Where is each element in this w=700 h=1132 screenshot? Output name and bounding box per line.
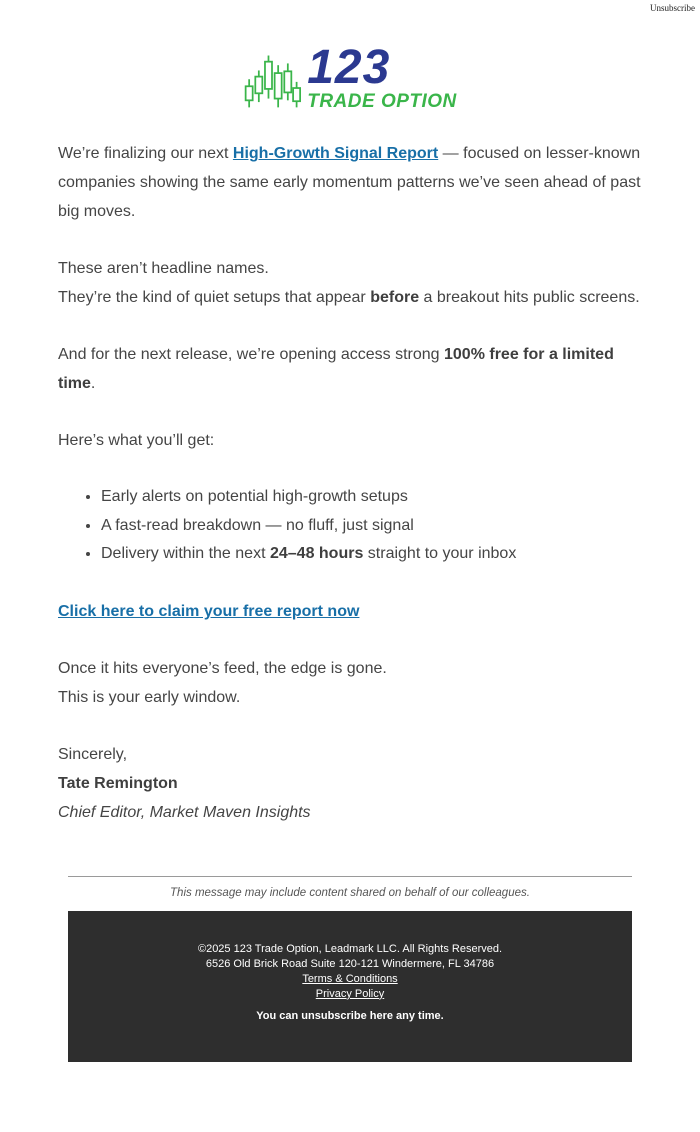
footer-unsubscribe-note[interactable]: You can unsubscribe here any time. [256,1009,444,1022]
footer-box [68,911,632,1062]
logo-name: TRADE OPTION [307,91,457,113]
paragraph-free-offer [58,340,644,398]
list-item [101,483,644,512]
signature-block [58,740,644,827]
privacy-link[interactable]: Privacy Policy [315,987,385,1000]
paragraph-intro-pre: We’re finalizing our next [58,145,233,163]
urgency-line2: This is your early window. [58,688,241,706]
quiet-setups-bold: before [370,289,420,307]
footer-address: 6526 Old Brick Road Suite 120-121 Windermere, FL 34786 [205,957,495,970]
brand-logo [0,0,700,113]
quiet-setups-line2-pre: They’re the kind of quiet setups that appear [58,289,371,307]
report-link[interactable]: High-Growth Signal Report [232,145,439,163]
email-content [58,139,644,827]
candlestick-chart-icon [243,49,301,113]
list-item-text: Delivery within the next [101,545,270,563]
quiet-setups-line1: These aren’t headline names. [58,260,269,278]
cta-paragraph [58,597,644,626]
benefits-list [58,483,644,569]
free-offer-post: . [90,375,96,393]
list-item-text: A fast-read breakdown — no fluff, just signal [101,516,414,534]
paragraph-urgency [58,654,644,712]
logo-number: 123 [307,41,391,94]
list-item-bold: 24–48 hours [269,545,364,563]
paragraph-quiet-setups [58,254,644,312]
shared-content-disclaimer: This message may include content shared on behalf of our colleagues. [170,886,530,899]
urgency-line1: Once it hits everyone’s feed, the edge is gone. [58,659,387,677]
list-item [101,540,644,569]
signature-salutation: Sincerely, [58,745,128,763]
paragraph-list-lead: Here’s what you’ll get: [58,432,215,450]
free-offer-pre: And for the next release, we’re opening access strong [58,346,444,364]
paragraph-intro [58,139,644,226]
signature-name: Tate Remington [58,774,178,792]
footer-divider [68,876,632,877]
list-item-text: straight to your inbox [363,545,517,563]
claim-report-link[interactable]: Click here to claim your free report now [58,602,360,620]
terms-link[interactable]: Terms & Conditions [302,972,398,985]
signature-title: Chief Editor, Market Maven Insights [58,803,311,821]
list-item [101,512,644,541]
footer-copyright: ©2025 123 Trade Option, Leadmark LLC. All Rights Reserved. [197,942,503,955]
list-item-text: Early alerts on potential high-growth setups [101,488,408,506]
free-offer-bold: 100% free for a limited time [58,346,614,393]
unsubscribe-link-top[interactable]: Unsubscribe [650,3,695,13]
brand-logo-text [307,41,457,113]
paragraph-intro-post: — focused on lesser-known companies showing the same early momentum patterns we’ve seen ahead of past big moves. [58,145,641,221]
quiet-setups-line2-post: a breakout hits public screens. [419,289,640,307]
